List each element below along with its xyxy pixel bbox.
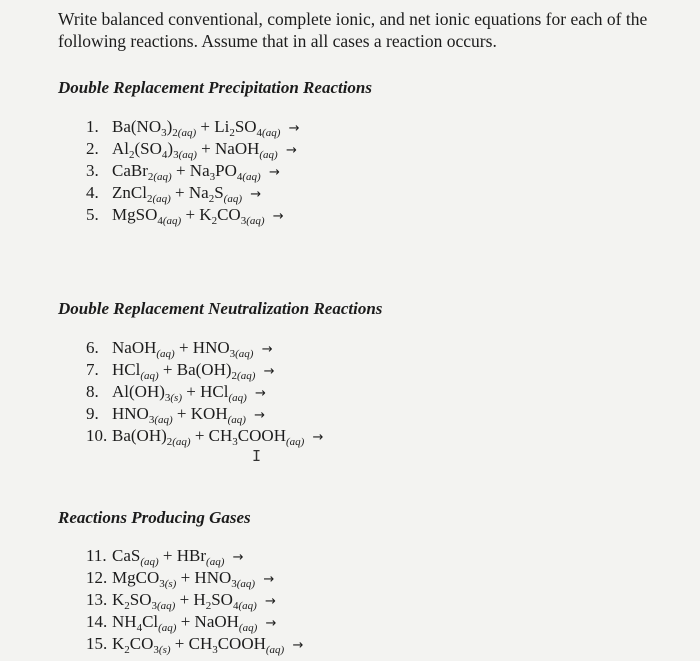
reaction-item	[86, 545, 303, 567]
reaction-equation: $NH_4Cl_{(aq)}$ + NaOH$_{(aq)}$ →	[112, 612, 277, 634]
reaction-equation: $HCl_{(aq)} + Ba(OH)_{2(aq)}$ →	[112, 360, 275, 382]
section-heading-precipitation: Double Replacement Precipitation Reactions	[58, 78, 373, 97]
reaction-item	[86, 138, 300, 160]
item-number: 7.	[86, 360, 99, 379]
reaction-equation: $K_2CO_{3(s)}$ + $CH_3COOH_{(aq)}$ →	[112, 634, 304, 656]
reaction-item	[86, 567, 303, 589]
reaction-item	[86, 403, 323, 425]
reaction-item	[86, 204, 300, 226]
item-number: 6.	[86, 338, 99, 357]
reaction-equation: CaS$_{(aq)}$ + HBr$_{(aq)}$ →	[112, 546, 244, 568]
reaction-equation: MgSO$_{4(aq)}$ + $K_2CO_{3(aq)}$ →	[112, 205, 284, 227]
instructions-text: Write balanced conventional, complete ionic, and net ionic equations for each of the following reactions. Assume that in all cases a reaction occurs.	[58, 9, 648, 51]
gases-list	[86, 545, 303, 655]
item-number: 15.	[86, 634, 108, 653]
item-number: 2.	[86, 139, 99, 158]
reaction-equation: MgCO$_{3(s)}$ + $HNO_{3(aq)}$ →	[112, 568, 275, 590]
item-number: 11.	[86, 546, 107, 565]
item-number: 14.	[86, 612, 108, 631]
reaction-item	[86, 182, 300, 204]
reaction-item	[86, 425, 323, 447]
reaction-item	[86, 633, 303, 655]
reaction-equation: ZnCl$_{2(aq)}$ + $Na_2S_{(aq)}$ →	[112, 183, 262, 205]
precipitation-list	[86, 116, 300, 226]
section-heading-gases: Reactions Producing Gases	[58, 508, 251, 527]
reaction-item	[86, 116, 300, 138]
reaction-item	[86, 381, 323, 403]
reaction-equation: $Al_2(SO_4)_{3(aq)}$ + NaOH$_{(aq)}$ →	[112, 139, 297, 161]
neutralization-list	[86, 337, 323, 447]
reaction-item	[86, 160, 300, 182]
reaction-equation: $Ba(OH)_{2(aq)}$ + $CH_3COOH_{(aq)}$ →	[112, 426, 324, 448]
item-number: 5.	[86, 205, 99, 224]
reaction-item	[86, 337, 323, 359]
reaction-equation: $HNO_{3(aq)} + KOH_{(aq)}$ →	[112, 404, 266, 426]
reaction-equation: $Ba(NO_3)_{2(aq)} + Li_2SO_{4(aq)}$ →	[112, 117, 300, 139]
item-number: 10.	[86, 426, 108, 445]
item-number: 9.	[86, 404, 99, 423]
item-number: 8.	[86, 382, 99, 401]
reaction-item	[86, 611, 303, 633]
reaction-equation: CaBr$_{2(aq)}$ + $Na_3PO_{4(aq)}$ →	[112, 161, 280, 183]
item-number: 1.	[86, 117, 99, 136]
reaction-item	[86, 359, 323, 381]
item-number: 12.	[86, 568, 108, 587]
text-cursor-icon: I	[252, 447, 262, 465]
reaction-equation: $Al(OH)_{3(s)} + HCl_{(aq)}$ →	[112, 382, 266, 404]
reaction-equation: $K_2SO_{3(aq)} + H_2SO_{4(aq)}$ →	[112, 590, 276, 612]
item-number: 4.	[86, 183, 99, 202]
reaction-equation: NaOH$_{(aq)}$ + $HNO_{3(aq)}$ →	[112, 338, 273, 360]
section-heading-neutralization: Double Replacement Neutralization Reactions	[58, 299, 383, 318]
item-number: 13.	[86, 590, 108, 609]
item-number: 3.	[86, 161, 99, 180]
reaction-item	[86, 589, 303, 611]
